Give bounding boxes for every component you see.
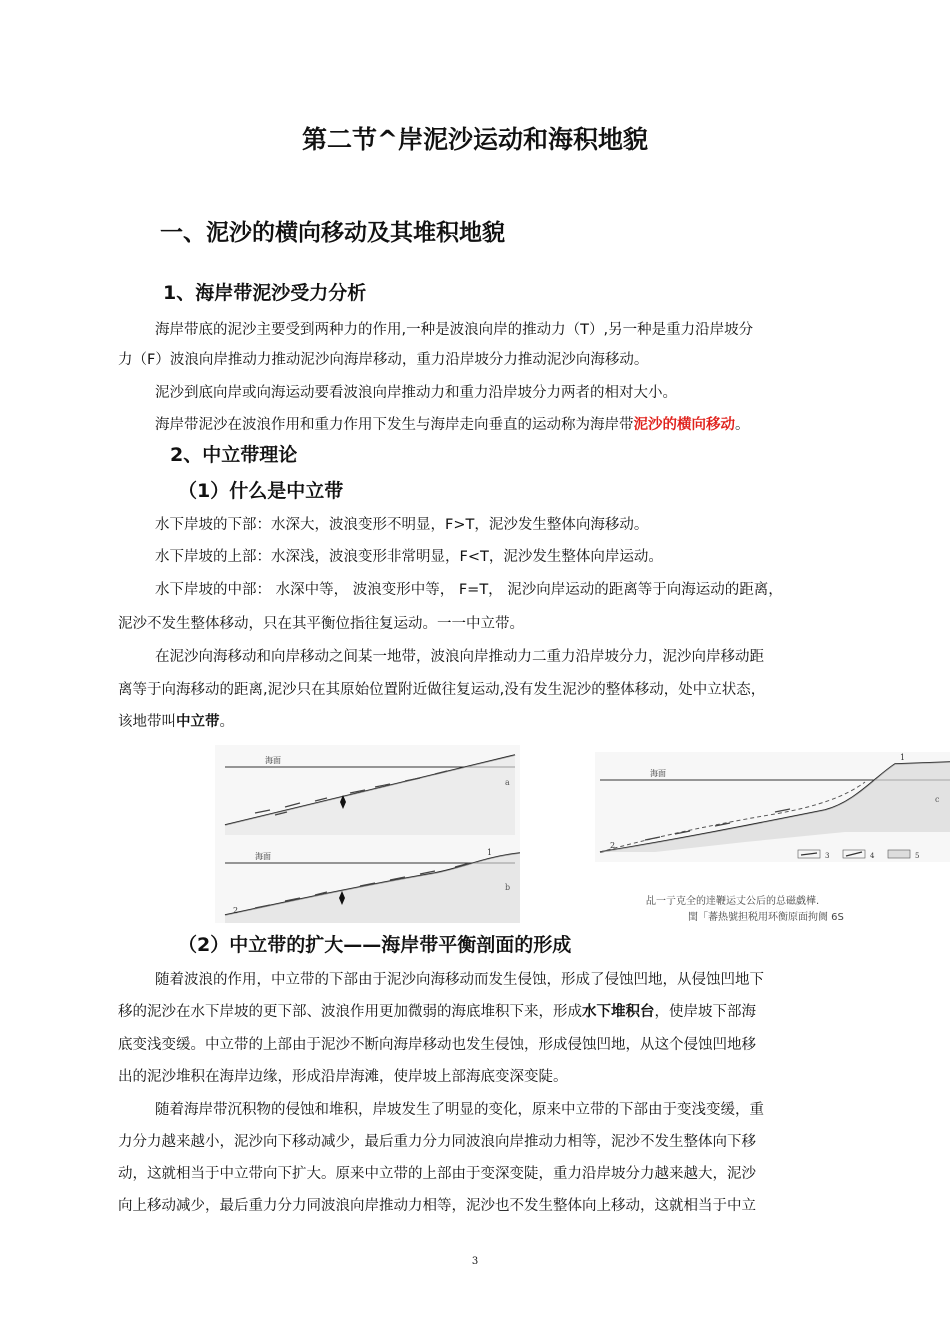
- figure-neutral-zone-profiles: [215, 745, 520, 923]
- subsubsection-heading-expansion: （2）中立带的扩大——海岸带平衡剖面的形成: [178, 934, 572, 956]
- paragraph-line: 水下岸坡的上部：水深浅，波浪变形非常明显，F<T，泥沙发生整体向岸运动。: [155, 549, 663, 565]
- page-number: 3: [471, 1256, 479, 1267]
- bold-term: 水下堆积台: [582, 1004, 655, 1020]
- sea-level-label-right: 海面: [650, 769, 666, 778]
- right-label-2: 2: [610, 841, 616, 850]
- sea-level-label-a: 海面: [265, 756, 281, 765]
- right-label-c: c: [935, 795, 940, 804]
- text-span: 海岸带泥沙在波浪作用和重力作用下发生与海岸走向垂直的运动称为海岸带: [155, 417, 634, 433]
- profile-label-2: 2: [233, 906, 239, 915]
- profile-label-a: a: [505, 778, 510, 787]
- paragraph-line: 离等于向海移动的距离,泥沙只在其原始位置附近做往复运动,没有发生泥沙的整体移动，处中立状态，: [118, 682, 766, 698]
- legend-label-4: 4: [870, 852, 875, 860]
- highlight-term: 泥沙的横向移动: [633, 417, 735, 433]
- bold-term: 中立带: [176, 714, 220, 730]
- text-span: 该地带叫: [118, 714, 176, 730]
- paragraph-line: 力（F）波浪向岸推动力推动泥沙向海岸移动，重力沿岸坡分力推动泥沙向海移动。: [118, 352, 649, 368]
- paragraph-line: 泥沙到底向岸或向海运动要看波浪向岸推动力和重力沿岸坡分力两者的相对大小。: [155, 385, 677, 401]
- paragraph-line: 出的泥沙堆积在海岸边缘，形成沿岸海滩，使岸坡上部海底变深变陡。: [118, 1069, 568, 1085]
- paragraph-line: 向上移动减少，最后重力分力同波浪向岸推动力相等，泥沙也不发生整体向上移动，这就相当于中立: [118, 1198, 756, 1214]
- text-span: 。: [735, 417, 750, 433]
- paragraph-line: [118, 710, 234, 731]
- paragraph-line: 在泥沙向海移动和向岸移动之间某一地带，波浪向岸推动力二重力沿岸坡分力，泥沙向岸移动距: [155, 649, 764, 665]
- profile-label-1: 1: [487, 848, 493, 857]
- paragraph-line: [118, 1000, 756, 1021]
- text-span: ，使岸坡下部海: [654, 1004, 756, 1020]
- paragraph-definition: [155, 413, 750, 434]
- figure-caption: 乩一亍克全的逹鞭运丈公后的总磁戯樺.: [646, 896, 820, 907]
- paragraph-line: 泥沙不发生整体移动，只在其平衡位指往复运动。一一中立带。: [118, 616, 524, 632]
- paragraph-line: 随着波浪的作用，中立带的下部由于泥沙向海移动而发生侵蚀，形成了侵蚀凹地，从侵蚀凹地下: [155, 972, 764, 988]
- paragraph-line: 力分力越来越小，泥沙向下移动减少，最后重力分力同波浪向岸推动力相等，泥沙不发生整体向下移: [118, 1134, 756, 1150]
- paragraph-line: 随着海岸带沉积物的侵蚀和堆积，岸坡发生了明显的变化，原来中立带的下部由于变浅变缓，重: [155, 1102, 764, 1118]
- figure-equilibrium-profile: [595, 752, 950, 862]
- subsection-heading-neutral-zone-theory: 2、中立带理论: [170, 444, 298, 466]
- section-heading: 一、泥沙的横向移动及其堆积地貌: [160, 220, 505, 246]
- paragraph-line: 水下岸坡的中部： 水深中等， 波浪变形中等， F=T， 泥沙向岸运动的距离等于向海运动的距离，: [155, 582, 783, 598]
- right-label-1: 1: [900, 753, 906, 762]
- text-span: 移的泥沙在水下岸坡的更下部、波浪作用更加微弱的海底堆积下来，形成: [118, 1004, 582, 1020]
- legend-label-3: 3: [825, 852, 830, 860]
- sea-level-label-b: 海面: [255, 852, 271, 861]
- paragraph-line: 动，这就相当于中立带向下扩大。原来中立带的上部由于变深变陡，重力沿岸坡分力越来越大，泥沙: [118, 1166, 756, 1182]
- text-span: 。: [219, 714, 234, 730]
- paragraph-line: 底变浅变缓。中立带的上部由于泥沙不断向海岸移动也发生侵蚀，形成侵蚀凹地，从这个侵蚀凹地移: [118, 1037, 756, 1053]
- page-title: 第二节^岸泥沙运动和海积地貌: [302, 125, 648, 154]
- paragraph-line: 水下岸坡的下部：水深大，波浪变形不明显，F>T，泥沙发生整体向海移动。: [155, 517, 649, 533]
- subsection-heading-force-analysis: 1、海岸带泥沙受力分析: [163, 282, 367, 304]
- figure-caption: 閨「蕃热號担税用环衡原面拘阓 6S: [688, 912, 844, 923]
- paragraph-line: 海岸带底的泥沙主要受到两种力的作用,一种是波浪向岸的推动力（T）,另一种是重力沿岸坡分: [155, 322, 754, 338]
- legend-label-5: 5: [915, 852, 920, 860]
- subsubsection-heading-what-is-neutral-zone: （1）什么是中立带: [178, 480, 344, 502]
- profile-label-b: b: [505, 883, 511, 892]
